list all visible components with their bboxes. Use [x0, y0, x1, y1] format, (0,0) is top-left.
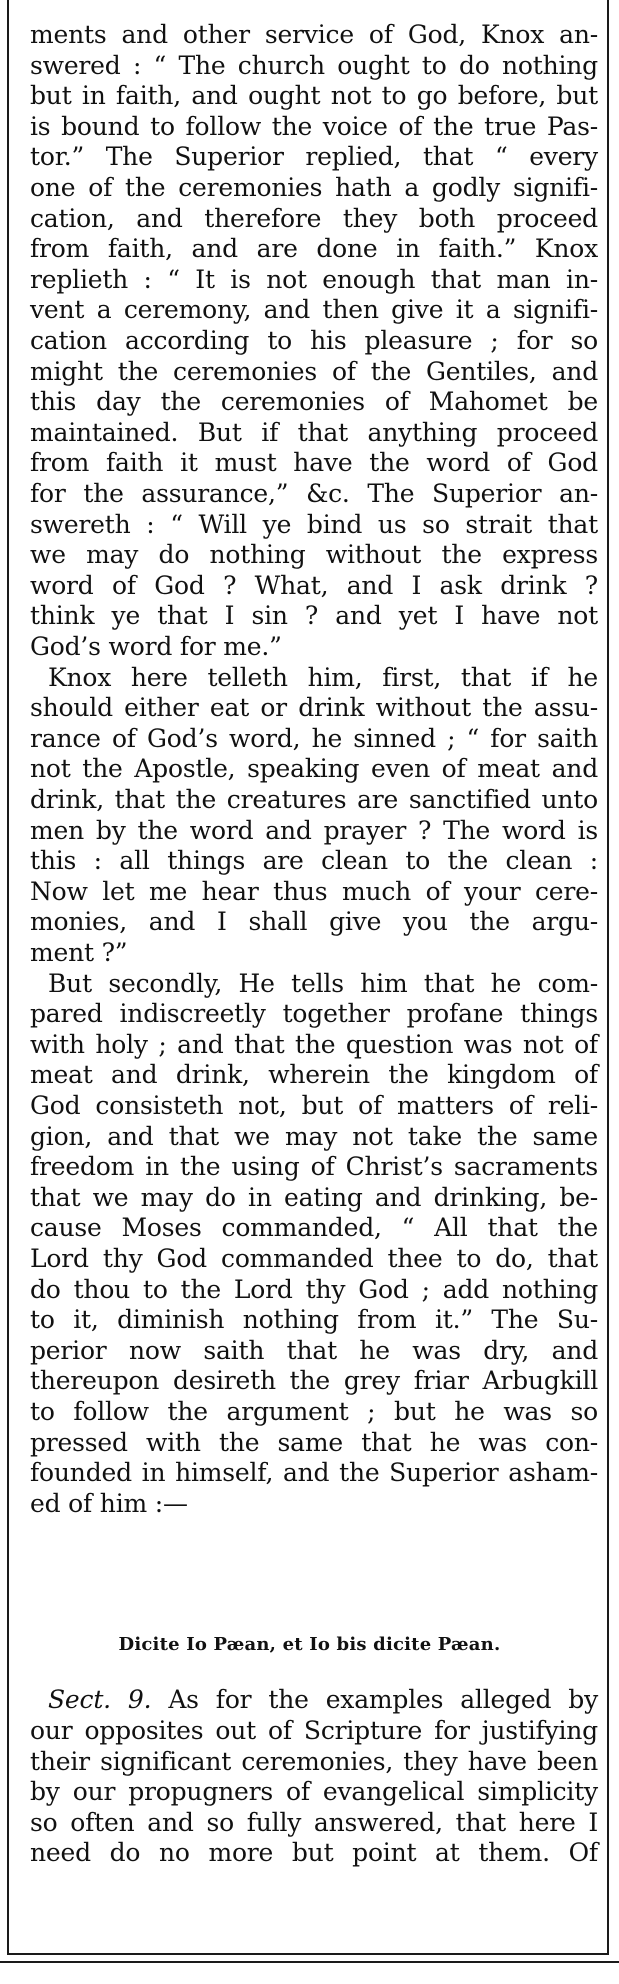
text-line: gion, and that we may not take the same	[30, 1122, 598, 1151]
text-line: word of God ? What, and I ask drink ?	[30, 571, 598, 600]
section-9-first-line	[48, 1685, 598, 1715]
section-label: Sect. 9.	[48, 1685, 152, 1714]
text-line: from faith, and are done in faith.” Knox	[30, 234, 598, 263]
text-line: to follow the argument ; but he was so	[30, 1397, 598, 1426]
text-line: replieth : “ It is not enough that man in-	[30, 265, 598, 294]
text-line: perior now saith that he was dry, and	[30, 1336, 598, 1365]
latin-quotation: Dicite Io Pæan, et Io bis dicite Pæan.	[118, 1634, 501, 1655]
text-line: founded in himself, and the Superior asham-	[30, 1458, 598, 1487]
text-line: should either eat or drink without the assu-	[30, 693, 598, 722]
text-line: drink, that the creatures are sanctified unto	[30, 785, 598, 814]
text-line: one of the ceremonies hath a godly signifi-	[30, 173, 598, 202]
text-line: do thou to the Lord thy God ; add nothing	[30, 1275, 598, 1304]
text-line: pressed with the same that he was con-	[30, 1428, 598, 1457]
text-line: for the assurance,” &c. The Superior an-	[30, 479, 598, 508]
text-line: maintained. But if that anything proceed	[30, 418, 598, 447]
section-first-line-text: As for the examples alleged by	[151, 1685, 598, 1714]
text-line: this day the ceremonies of Mahomet be	[30, 387, 598, 416]
section-text-line: need do no more but point at them. Of	[30, 1838, 598, 1867]
text-line: to it, diminish nothing from it.” The Su-	[30, 1305, 598, 1334]
text-line: might the ceremonies of the Gentiles, and	[30, 357, 598, 386]
text-line: cation according to his pleasure ; for so	[30, 326, 598, 355]
text-line: from faith it must have the word of God	[30, 448, 598, 477]
bottom-outer-rule	[0, 1961, 619, 1963]
text-line: this : all things are clean to the clean :	[30, 846, 598, 875]
text-line: rance of God’s word, he sinned ; “ for saith	[30, 724, 598, 753]
text-line: tor.” The Superior replied, that “ every	[30, 142, 598, 171]
text-line: Now let me hear thus much of your cere-	[30, 877, 598, 906]
text-line: men by the word and prayer ? The word is	[30, 816, 598, 845]
text-line: thereupon desireth the grey friar Arbugkill	[30, 1366, 598, 1395]
section-text-line: by our propugners of evangelical simplicity	[30, 1777, 598, 1806]
text-line: God consisteth not, but of matters of reli-	[30, 1091, 598, 1120]
text-line: vent a ceremony, and then give it a signifi-	[30, 295, 598, 324]
text-line: But secondly, He tells him that he com-	[48, 969, 598, 998]
text-line: meat and drink, wherein the kingdom of	[30, 1060, 598, 1089]
text-line: swereth : “ Will ye bind us so strait that	[30, 510, 598, 539]
text-line: with holy ; and that the question was not of	[30, 1030, 598, 1059]
text-line: Lord thy God commanded thee to do, that	[30, 1244, 598, 1273]
text-line: freedom in the using of Christ’s sacraments	[30, 1152, 598, 1181]
text-line: we may do nothing without the express	[30, 540, 598, 569]
text-line: Knox here telleth him, first, that if he	[48, 663, 598, 692]
text-line: ment ?”	[30, 938, 128, 967]
left-border-rule	[7, 0, 9, 1955]
text-line: but in faith, and ought not to go before, but	[30, 81, 598, 110]
text-line: ments and other service of God, Knox an-	[30, 20, 598, 49]
text-line: think ye that I sin ? and yet I have not	[30, 601, 598, 630]
section-text-line: their significant ceremonies, they have been	[30, 1747, 598, 1776]
text-line: ed of him :—	[30, 1489, 188, 1518]
right-border-rule	[607, 0, 609, 1955]
text-line: not the Apostle, speaking even of meat and	[30, 754, 598, 783]
text-line: cause Moses commanded, “ All that the	[30, 1213, 598, 1242]
bottom-border-rule	[7, 1953, 609, 1955]
text-line: cation, and therefore they both proceed	[30, 204, 598, 233]
text-line: swered : “ The church ought to do nothing	[30, 51, 598, 80]
text-line: is bound to follow the voice of the true Pas-	[30, 112, 598, 141]
text-line: that we may do in eating and drinking, be-	[30, 1183, 598, 1212]
section-text-line: our opposites out of Scripture for justifying	[30, 1716, 598, 1745]
text-line: God’s word for me.”	[30, 632, 282, 661]
section-text-line: so often and so fully answered, that here I	[30, 1808, 598, 1837]
text-line: pared indiscreetly together profane things	[30, 999, 598, 1028]
text-line: monies, and I shall give you the argu-	[30, 907, 598, 936]
